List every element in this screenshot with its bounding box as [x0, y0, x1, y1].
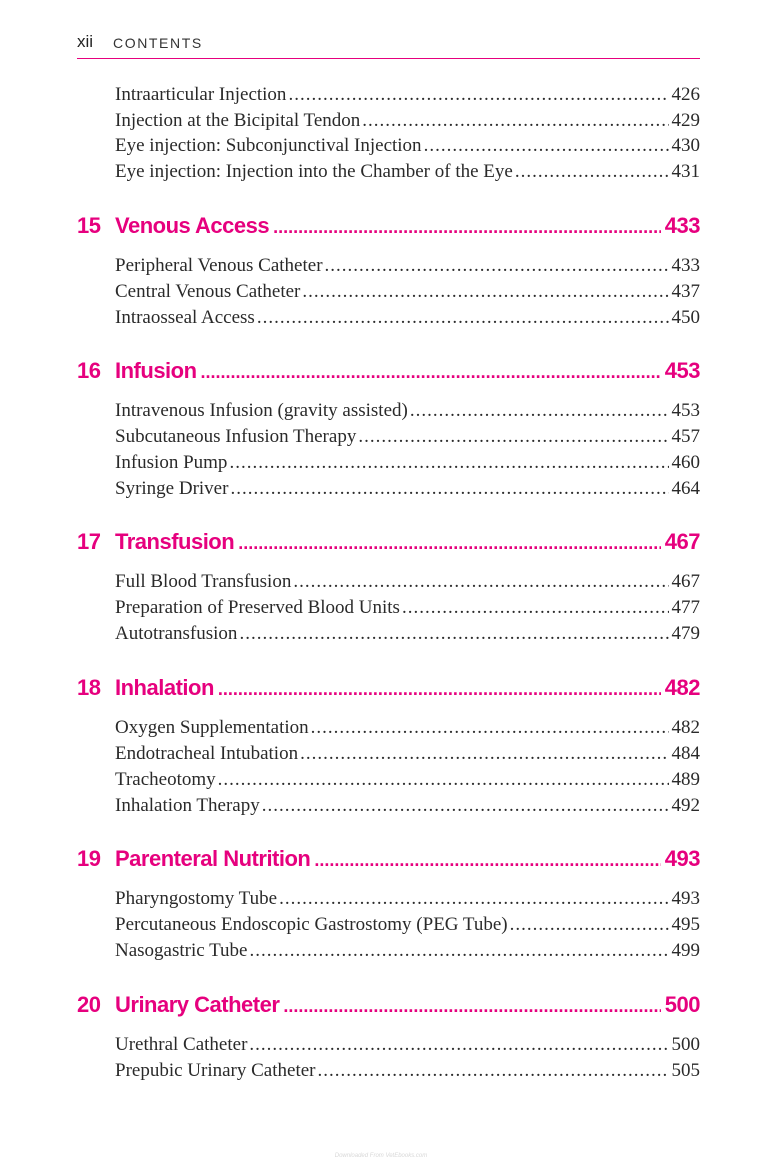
toc-entry-title: Intraarticular Injection	[115, 84, 287, 105]
toc-entry	[115, 595, 700, 621]
toc-entry-title: Peripheral Venous Catheter	[115, 255, 323, 276]
toc-leader-dots	[402, 595, 669, 621]
toc-entry-title: Prepubic Urinary Catheter	[115, 1060, 316, 1081]
toc-entry-page: 453	[671, 400, 700, 421]
toc-entry-page: 482	[671, 717, 700, 738]
footer-watermark: Downloaded From VetEbooks.com	[334, 1153, 428, 1159]
toc-entry	[115, 279, 700, 305]
toc-entry	[115, 82, 700, 108]
chapter-title: Urinary Catheter	[115, 992, 280, 1017]
chapter-page: 482	[664, 675, 700, 700]
toc-leader-dots	[239, 621, 668, 647]
toc-entry-title: Pharyngostomy Tube	[115, 888, 278, 909]
chapter-heading-20	[77, 989, 700, 1021]
toc-entry-page: 505	[671, 1060, 700, 1081]
chapter-page: 433	[664, 213, 700, 238]
toc-leader-dots	[229, 450, 668, 476]
toc-entry	[115, 621, 700, 647]
toc-entry-title: Autotransfusion	[115, 623, 238, 644]
toc-entry	[115, 741, 700, 767]
toc-entry-title: Intravenous Infusion (gravity assisted)	[115, 400, 408, 421]
toc-leader-dots	[317, 1058, 668, 1084]
chapter-leader-dots	[201, 356, 661, 388]
toc-entry	[115, 476, 700, 502]
chapter-heading-19	[77, 843, 700, 875]
toc-entry-title: Injection at the Bicipital Tendon	[115, 110, 361, 131]
toc-leader-dots	[510, 912, 669, 938]
toc-leader-dots	[218, 767, 669, 793]
chapter-leader-dots	[314, 844, 660, 876]
toc-leader-dots	[410, 398, 669, 424]
toc-entry	[115, 108, 700, 134]
toc-entry	[115, 253, 700, 279]
toc-entry-page: 426	[671, 84, 700, 105]
toc-entry	[115, 424, 700, 450]
toc-leader-dots	[362, 108, 668, 134]
toc-entry-page: 429	[671, 110, 700, 131]
toc-leader-dots	[288, 82, 668, 108]
chapter-number: 19	[77, 846, 101, 871]
chapter-page: 500	[664, 992, 700, 1017]
toc-entry-page: 477	[671, 597, 700, 618]
page-number: xii	[77, 32, 94, 51]
toc-entry-page: 431	[671, 161, 700, 182]
toc-entry-title: Infusion Pump	[115, 452, 228, 473]
toc-entry	[115, 767, 700, 793]
toc-entry	[115, 450, 700, 476]
chapter-title: Transfusion	[115, 529, 235, 554]
toc-entry-title: Nasogastric Tube	[115, 940, 248, 961]
chapter-heading-15	[77, 210, 700, 242]
toc-entry-page: 500	[671, 1034, 700, 1055]
toc-entry-title: Endotracheal Intubation	[115, 743, 299, 764]
toc-leader-dots	[279, 886, 668, 912]
toc-entry-page: 464	[671, 478, 700, 499]
toc-entry-title: Inhalation Therapy	[115, 795, 260, 816]
chapter-number: 16	[77, 358, 101, 383]
chapter-heading-16	[77, 355, 700, 387]
toc-entry-page: 433	[671, 255, 700, 276]
toc-entry-page: 479	[671, 623, 700, 644]
chapter-number: 20	[77, 992, 101, 1017]
toc-entry	[115, 886, 700, 912]
toc-leader-dots	[300, 741, 668, 767]
toc-entry	[115, 398, 700, 424]
toc-entry	[115, 793, 700, 819]
toc-entry-page: 467	[671, 571, 700, 592]
toc-entry	[115, 159, 700, 185]
chapter-leader-dots	[218, 673, 661, 705]
toc-leader-dots	[262, 793, 669, 819]
toc-entry-title: Eye injection: Injection into the Chamber of the Eye	[115, 161, 513, 182]
toc-entry	[115, 569, 700, 595]
toc-entry-page: 492	[671, 795, 700, 816]
chapter-title: Parenteral Nutrition	[115, 846, 311, 871]
chapter-title: Venous Access	[115, 213, 270, 238]
toc-entry-title: Subcutaneous Infusion Therapy	[115, 426, 357, 447]
toc-entry-page: 437	[671, 281, 700, 302]
toc-leader-dots	[293, 569, 668, 595]
toc-entry-title: Urethral Catheter	[115, 1034, 248, 1055]
toc-leader-dots	[302, 279, 668, 305]
toc-entry-title: Oxygen Supplementation	[115, 717, 309, 738]
toc-entry	[115, 305, 700, 331]
toc-entry	[115, 1032, 700, 1058]
toc-leader-dots	[249, 938, 668, 964]
chapter-number: 18	[77, 675, 101, 700]
chapter-leader-dots	[283, 990, 660, 1022]
chapter-title: Infusion	[115, 358, 197, 383]
toc-entry-page: 450	[671, 307, 700, 328]
chapter-page: 467	[664, 529, 700, 554]
toc-entry	[115, 133, 700, 159]
toc-leader-dots	[515, 159, 669, 185]
toc-leader-dots	[424, 133, 669, 159]
toc-leader-dots	[358, 424, 668, 450]
chapter-page: 493	[664, 846, 700, 871]
section-title: CONTENTS	[113, 35, 203, 51]
toc-entry-page: 484	[671, 743, 700, 764]
toc-entry-page: 499	[671, 940, 700, 961]
toc-entry	[115, 938, 700, 964]
toc-entry-page: 493	[671, 888, 700, 909]
toc-entry-title: Percutaneous Endoscopic Gastrostomy (PEG Tube)	[115, 914, 508, 935]
toc-leader-dots	[249, 1032, 668, 1058]
chapter-leader-dots	[273, 211, 661, 243]
chapter-number: 17	[77, 529, 101, 554]
chapter-heading-18	[77, 672, 700, 704]
toc-entry-page: 430	[671, 135, 700, 156]
toc-entry-page: 489	[671, 769, 700, 790]
toc-entry-title: Intraosseal Access	[115, 307, 255, 328]
toc-entry-title: Full Blood Transfusion	[115, 571, 292, 592]
toc-leader-dots	[230, 476, 668, 502]
chapter-heading-17	[77, 526, 700, 558]
toc-entry	[115, 715, 700, 741]
toc-leader-dots	[311, 715, 669, 741]
toc-leader-dots	[257, 305, 669, 331]
chapter-leader-dots	[238, 527, 661, 559]
chapter-title: Inhalation	[115, 675, 214, 700]
toc-entry-title: Syringe Driver	[115, 478, 229, 499]
toc-entry	[115, 912, 700, 938]
toc-entry-title: Central Venous Catheter	[115, 281, 301, 302]
toc-entry-title: Eye injection: Subconjunctival Injection	[115, 135, 422, 156]
toc-entry	[115, 1058, 700, 1084]
chapter-page: 453	[664, 358, 700, 383]
toc-entry-page: 457	[671, 426, 700, 447]
toc-entry-page: 495	[671, 914, 700, 935]
toc-entry-title: Tracheotomy	[115, 769, 216, 790]
toc-leader-dots	[325, 253, 669, 279]
page-header	[77, 30, 700, 59]
toc-entry-title: Preparation of Preserved Blood Units	[115, 597, 400, 618]
chapter-number: 15	[77, 213, 101, 238]
toc-entry-page: 460	[671, 452, 700, 473]
